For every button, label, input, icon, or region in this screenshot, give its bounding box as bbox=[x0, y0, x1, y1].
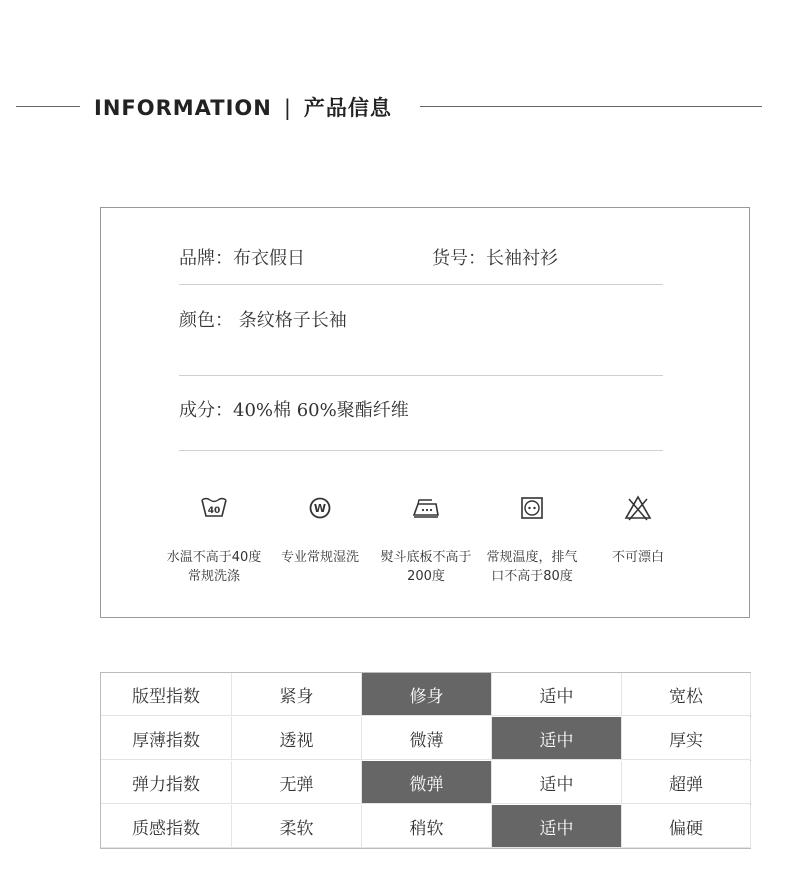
index-option: 紧身 bbox=[232, 673, 362, 716]
index-option: 适中 bbox=[492, 761, 622, 804]
brand-text: 品牌：布衣假日 bbox=[179, 248, 305, 269]
care-label: 常规温度，排气 口不高于80度 bbox=[486, 550, 578, 584]
svg-text:40: 40 bbox=[207, 506, 221, 516]
fit-index-table bbox=[100, 672, 751, 849]
index-option-selected: 修身 bbox=[362, 673, 492, 716]
index-row-name: 质感指数 bbox=[101, 805, 232, 848]
care-label: 熨斗底板不高于 200度 bbox=[380, 550, 472, 584]
index-option: 偏硬 bbox=[622, 805, 751, 848]
svg-text:W: W bbox=[313, 502, 327, 515]
index-option: 微薄 bbox=[362, 717, 492, 760]
divider bbox=[179, 450, 663, 451]
index-row-name: 版型指数 bbox=[101, 673, 232, 716]
care-item-bleach bbox=[583, 494, 693, 567]
index-option: 柔软 bbox=[232, 805, 362, 848]
index-option: 无弹 bbox=[232, 761, 362, 804]
no-bleach-icon bbox=[624, 494, 652, 522]
index-option: 超弹 bbox=[622, 761, 751, 804]
care-label: 专业常规湿洗 bbox=[280, 550, 359, 565]
professional-wet-clean-icon bbox=[306, 494, 334, 522]
divider bbox=[179, 375, 663, 376]
index-option-selected: 微弹 bbox=[362, 761, 492, 804]
index-option: 适中 bbox=[492, 673, 622, 716]
index-option-selected: 适中 bbox=[492, 805, 622, 848]
section-title bbox=[94, 92, 392, 122]
section-header bbox=[0, 88, 790, 124]
care-item-iron bbox=[371, 494, 481, 586]
care-item-wet-clean bbox=[265, 494, 375, 567]
title-separator: | bbox=[283, 96, 292, 120]
title-chinese: 产品信息 bbox=[303, 96, 392, 120]
wash-40-icon bbox=[200, 494, 228, 522]
color-text: 颜色： 条纹格子长袖 bbox=[179, 310, 347, 331]
tumble-dry-icon bbox=[518, 494, 546, 522]
index-option-selected: 适中 bbox=[492, 717, 622, 760]
composition-text: 成分：40%棉 60%聚酯纤维 bbox=[179, 400, 409, 421]
index-option: 稍软 bbox=[362, 805, 492, 848]
care-item-dry bbox=[477, 494, 587, 586]
index-option: 宽松 bbox=[622, 673, 751, 716]
product-info-box bbox=[100, 207, 750, 618]
index-row-name: 弹力指数 bbox=[101, 761, 232, 804]
care-label: 不可漂白 bbox=[611, 550, 664, 565]
index-option: 厚实 bbox=[622, 717, 751, 760]
header-line-left bbox=[16, 106, 80, 107]
iron-icon bbox=[412, 494, 440, 522]
title-english: INFORMATION bbox=[94, 96, 272, 120]
index-option: 透视 bbox=[232, 717, 362, 760]
item-number-text: 货号：长袖衬衫 bbox=[432, 248, 558, 269]
header-line-right bbox=[420, 106, 762, 107]
care-label: 水温不高于40度 常规洗涤 bbox=[166, 550, 262, 584]
care-item-wash bbox=[159, 494, 269, 586]
index-row-name: 厚薄指数 bbox=[101, 717, 232, 760]
divider bbox=[179, 284, 663, 285]
